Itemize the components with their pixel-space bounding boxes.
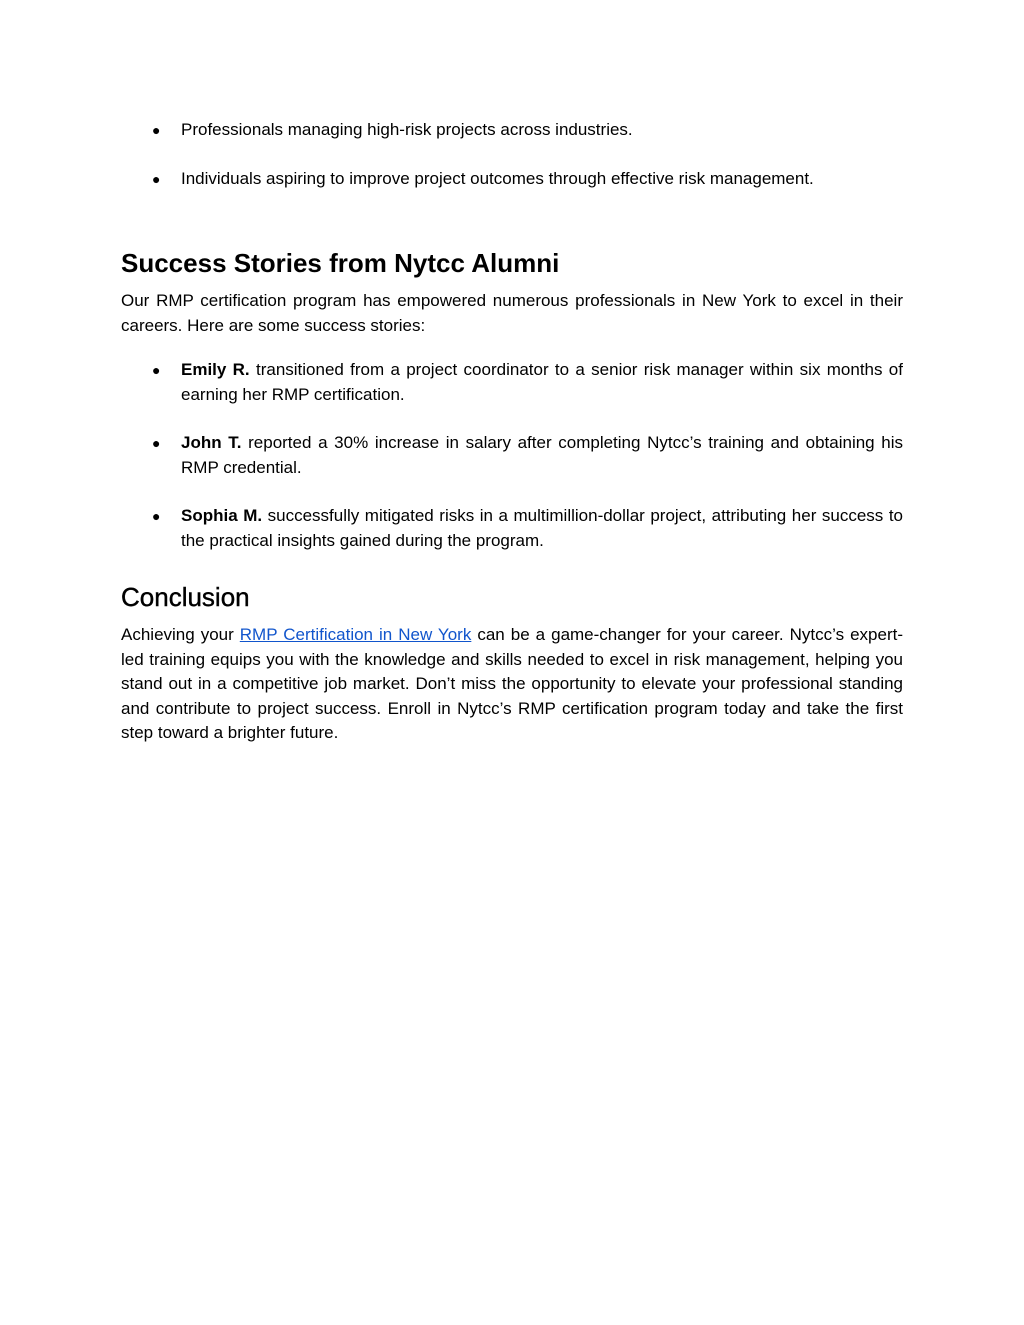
list-item-text: Professionals managing high-risk projects across industries.	[181, 120, 633, 139]
list-item	[121, 167, 903, 192]
section-heading-success-stories: Success Stories from Nytcc Alumni	[121, 248, 560, 278]
list-item-text: Individuals aspiring to improve project outcomes through effective risk management.	[181, 168, 814, 188]
bullet-icon: ●	[152, 122, 161, 138]
list-item	[121, 118, 903, 143]
bullet-icon: ●	[152, 362, 161, 378]
conclusion-paragraph	[121, 623, 903, 746]
bullet-icon: ●	[152, 435, 161, 451]
story-name: Sophia M.	[181, 506, 263, 525]
bullet-icon: ●	[152, 508, 161, 524]
document-content	[121, 118, 903, 746]
success-stories-list	[121, 358, 903, 553]
section-heading-conclusion: Conclusion	[121, 582, 250, 612]
story-text: transitioned from a project coordinator to a senior risk manager within six months of earning her RMP certification.	[181, 360, 903, 404]
story-text: reported a 30% increase in salary after completing Nytcc’s training and obtaining his RMP credential.	[181, 433, 903, 477]
conclusion-text-start: Achieving your	[121, 625, 240, 644]
story-text: successfully mitigated risks in a multimillion-dollar project, attributing her success to the practical insights gained during the program.	[181, 506, 904, 550]
story-name: Emily R.	[181, 360, 250, 379]
list-item	[121, 431, 903, 480]
success-intro-paragraph: Our RMP certification program has empowered numerous professionals in New York to excel in their careers. Here are some success stories:	[121, 291, 903, 335]
list-item	[121, 358, 903, 407]
intro-bullet-list	[121, 118, 903, 191]
conclusion-text-end: can be a game-changer for your career. Nytcc’s expert-led training equips you with the knowledge and skills needed to excel in risk management, helping you stand out in a competitive job market. Don’t miss the opportunity to elevate your professional standing and contribute to project success. Enroll in Nytcc’s RMP certification program today and take the first step toward a brighter future.	[121, 625, 903, 742]
list-item	[121, 504, 903, 553]
bullet-icon: ●	[152, 170, 161, 187]
rmp-certification-link[interactable]: RMP Certification in New York	[239, 625, 472, 644]
story-name: John T.	[181, 433, 242, 452]
